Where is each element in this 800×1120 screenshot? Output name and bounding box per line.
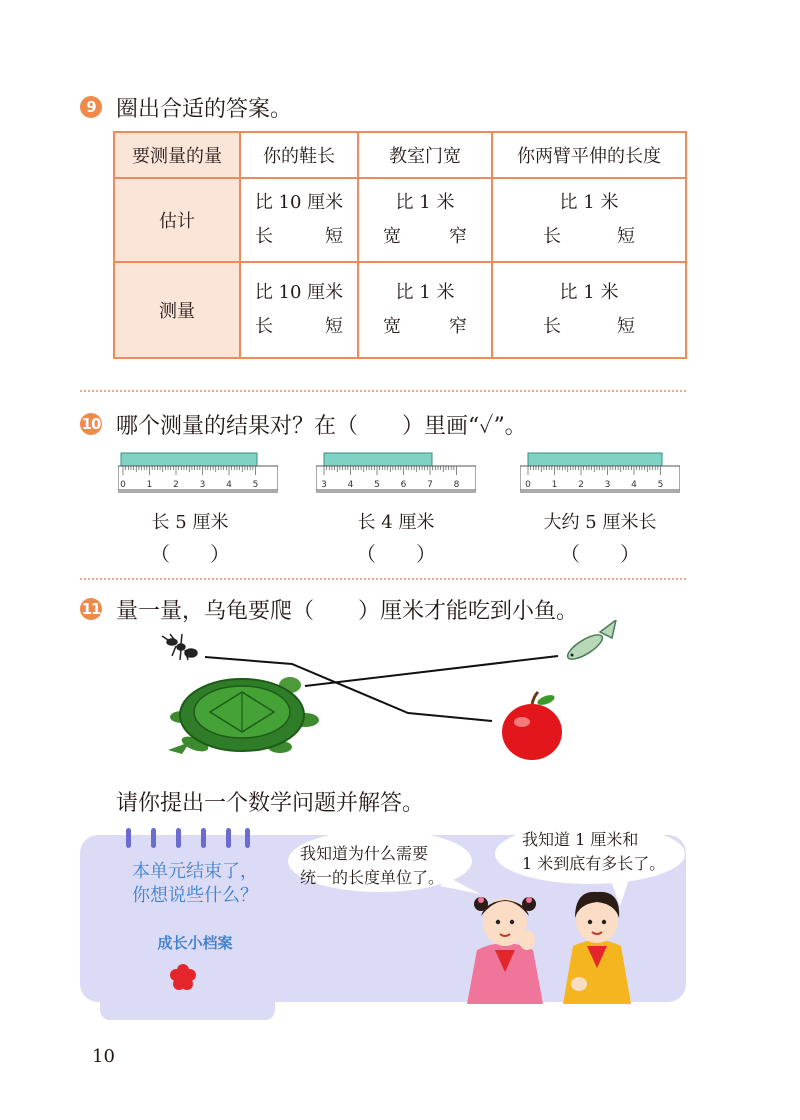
flower-icon xyxy=(168,962,198,992)
ruler-tick-label: 0 xyxy=(525,480,531,490)
ruler-tick-label: 5 xyxy=(252,480,259,490)
binder-ring-icon xyxy=(126,828,131,848)
cell-compare: 比 1 米 xyxy=(395,282,455,303)
option-3-label: 大约 5 厘米长 xyxy=(543,512,657,533)
option-short[interactable]: 短 xyxy=(325,316,343,337)
question-9-badge: 9 xyxy=(80,96,102,118)
measured-strip xyxy=(121,453,257,466)
ruler-tick-label: 3 xyxy=(199,480,206,490)
row-label: 测量 xyxy=(114,262,240,358)
ruler-tick-label: 2 xyxy=(173,480,179,490)
ruler-tick-label: 4 xyxy=(631,480,637,490)
option-long[interactable]: 长 xyxy=(543,226,561,247)
option-short[interactable]: 短 xyxy=(617,226,635,247)
option-short[interactable]: 短 xyxy=(325,226,343,247)
option-wide[interactable]: 宽 xyxy=(383,226,401,247)
bubble-line: 1 米到底有多长了。 xyxy=(522,854,666,873)
option-narrow[interactable]: 窄 xyxy=(449,316,467,337)
ruler-option-1 xyxy=(118,452,278,494)
follow-up-prompt: 请你提出一个数学问题并解答。 xyxy=(116,791,425,816)
question-10-prompt: 哪个测量的结果对？在（ ）里画“✓”。 xyxy=(116,414,527,439)
option-1-answer-box[interactable]: （ ） xyxy=(150,542,230,566)
girl-bubble-text xyxy=(300,842,444,890)
option-2-label: 长 4 厘米 xyxy=(357,512,435,533)
bubble-line: 统一的长度单位了。 xyxy=(300,868,445,887)
section-divider xyxy=(80,390,686,392)
ruler-tick-label: 8 xyxy=(453,480,460,490)
table-header: 要测量的量 xyxy=(114,132,240,178)
option-long[interactable]: 长 xyxy=(255,316,273,337)
question-9-prompt: 圈出合适的答案。 xyxy=(116,97,293,122)
table-row xyxy=(114,262,686,358)
ruler-tick-label: 4 xyxy=(347,480,354,490)
ruler-tick-label: 4 xyxy=(226,480,232,490)
page-number: 10 xyxy=(92,1046,115,1067)
ruler-tick-label: 1 xyxy=(146,480,153,490)
ruler-option-2 xyxy=(316,452,476,494)
binder-ring-icon xyxy=(226,828,231,848)
ruler-tick-label: 3 xyxy=(604,480,611,490)
binder-ring-icon xyxy=(176,828,181,848)
turtle-icon xyxy=(168,677,319,754)
cell-compare: 比 10 厘米 xyxy=(254,192,344,213)
bubble-line: 我知道 1 厘米和 xyxy=(522,830,639,849)
boy-bubble-text xyxy=(522,828,665,876)
ant-icon xyxy=(162,634,197,660)
ruler-tick-label: 7 xyxy=(427,480,433,490)
option-wide[interactable]: 宽 xyxy=(383,316,401,337)
option-1-label: 长 5 厘米 xyxy=(151,512,229,533)
option-narrow[interactable]: 窄 xyxy=(449,226,467,247)
binder-ring-icon xyxy=(151,828,156,848)
ruler-tick-label: 0 xyxy=(120,480,126,490)
option-short[interactable]: 短 xyxy=(617,316,635,337)
binder-ring-icon xyxy=(245,828,250,848)
children-illustration xyxy=(455,880,655,1004)
binder-ring-icon xyxy=(201,828,206,848)
measured-strip xyxy=(528,453,662,466)
turtle-fish-path xyxy=(305,656,558,686)
cell-compare: 比 1 米 xyxy=(395,192,455,213)
cell-compare: 比 10 厘米 xyxy=(254,282,344,303)
question-11-prompt[interactable]: 量一量，乌龟要爬（ ）厘米才能吃到小鱼。 xyxy=(116,599,579,624)
cell-compare: 比 1 米 xyxy=(559,282,619,303)
ruler-option-3 xyxy=(520,452,680,494)
boy-figure xyxy=(563,892,631,1004)
question-11-badge: 11 xyxy=(81,600,101,618)
table-header: 你两臂平伸的长度 xyxy=(492,132,686,178)
measured-strip xyxy=(324,453,432,466)
answer-cell[interactable] xyxy=(240,178,358,262)
ruler-tick-label: 1 xyxy=(551,480,558,490)
panel-subtitle: 成长小档案 xyxy=(157,934,233,952)
fish-icon xyxy=(564,620,616,664)
option-long[interactable]: 长 xyxy=(543,316,561,337)
answer-cell[interactable] xyxy=(492,178,686,262)
estimation-table xyxy=(113,131,687,359)
option-long[interactable]: 长 xyxy=(255,226,273,247)
question-10-badge: 10 xyxy=(81,415,101,433)
section-divider xyxy=(80,578,686,580)
panel-title-line: 你想说些什么？ xyxy=(132,885,258,906)
table-header: 你的鞋长 xyxy=(240,132,358,178)
panel-title xyxy=(110,860,280,908)
answer-cell[interactable] xyxy=(358,178,492,262)
table-row xyxy=(114,178,686,262)
girl-figure xyxy=(467,897,543,1004)
ruler-tick-label: 6 xyxy=(400,480,407,490)
bubble-line: 我知道为什么需要 xyxy=(300,844,429,863)
ruler-tick-label: 2 xyxy=(578,480,584,490)
table-header: 教室门宽 xyxy=(358,132,492,178)
answer-cell[interactable] xyxy=(240,262,358,358)
ruler-tick-label: 5 xyxy=(657,480,664,490)
panel-tab xyxy=(100,990,275,1020)
turtle-path-illustration xyxy=(150,620,630,780)
ruler-tick-label: 5 xyxy=(374,480,380,490)
answer-cell[interactable] xyxy=(358,262,492,358)
cell-compare: 比 1 米 xyxy=(559,192,619,213)
apple-icon xyxy=(502,692,562,760)
option-2-answer-box[interactable]: （ ） xyxy=(356,542,436,566)
row-label: 估计 xyxy=(114,178,240,262)
answer-cell[interactable] xyxy=(492,262,686,358)
ruler-tick-label: 3 xyxy=(321,480,327,490)
panel-title-line: 本单元结束了， xyxy=(132,861,258,882)
option-3-answer-box[interactable]: （ ） xyxy=(560,542,640,566)
